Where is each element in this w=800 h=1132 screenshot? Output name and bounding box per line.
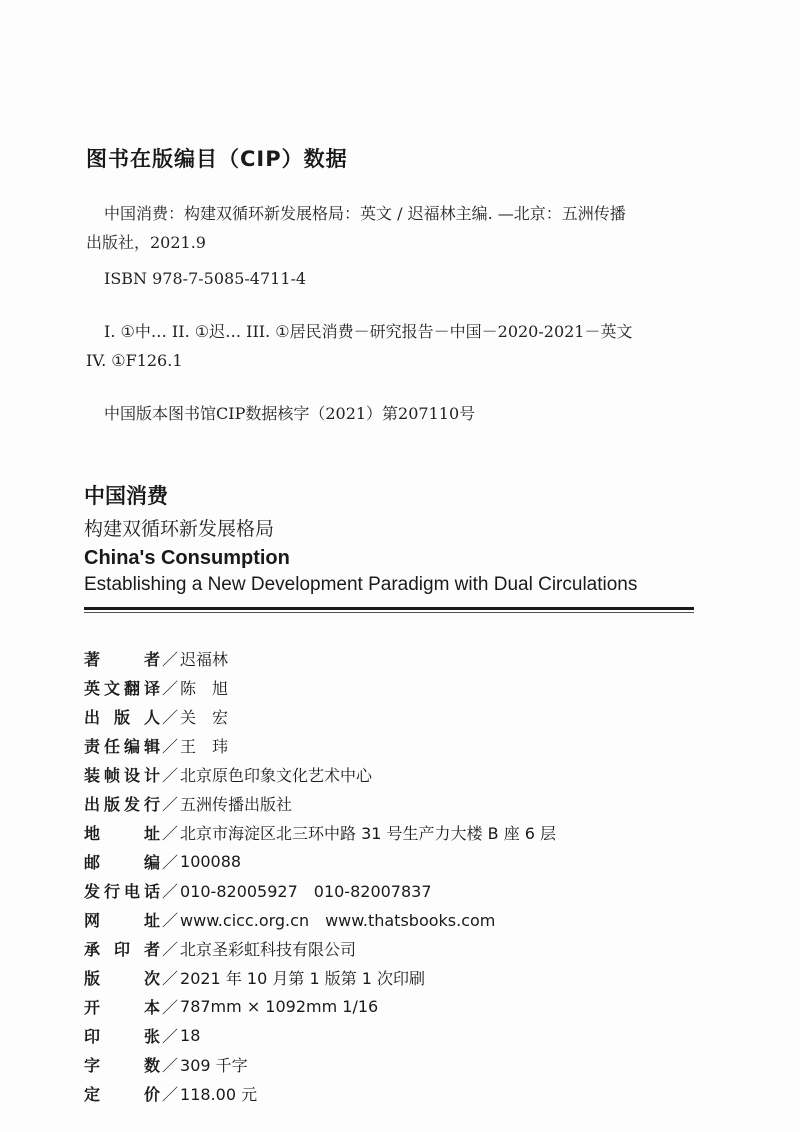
- credit-separator: ／: [162, 882, 179, 901]
- credit-separator: ／: [162, 1085, 179, 1104]
- divider-thick: [84, 607, 694, 610]
- credit-row: [84, 934, 556, 963]
- divider-thin: [84, 612, 694, 613]
- credit-value: 18: [180, 1026, 201, 1045]
- credit-separator: ／: [162, 766, 179, 785]
- credit-value: 五洲传播出版社: [180, 795, 293, 814]
- credit-separator: ／: [162, 998, 179, 1017]
- credit-separator: ／: [162, 679, 179, 698]
- credit-value: 北京圣彩虹科技有限公司: [180, 940, 357, 959]
- credit-separator: ／: [162, 650, 179, 669]
- credit-value: 北京原色印象文化艺术中心: [180, 766, 373, 785]
- credit-label: 网 址: [84, 911, 160, 930]
- credit-row: [84, 1021, 556, 1050]
- credit-row: [84, 702, 556, 731]
- book-subtitle-english: Establishing a New Development Paradigm with Dual Circulations: [84, 574, 638, 595]
- credit-row: [84, 673, 556, 702]
- credit-separator: ／: [162, 1027, 179, 1046]
- isbn: ISBN 978-7-5085-4711-4: [104, 269, 307, 288]
- classification-line-2: IV. ①F126.1: [86, 351, 183, 370]
- credit-row: [84, 644, 556, 673]
- credit-row: [84, 876, 556, 905]
- credit-label: 发 行 电 话: [84, 882, 160, 901]
- credit-row: [84, 847, 556, 876]
- credit-separator: ／: [162, 737, 179, 756]
- credit-row: [84, 963, 556, 992]
- credit-value: 2021 年 10 月第 1 版第 1 次印刷: [180, 969, 426, 988]
- credit-label: 印 张: [84, 1027, 160, 1046]
- credit-value: 关 宏: [180, 708, 229, 727]
- credit-row: [84, 818, 556, 847]
- credit-row: [84, 992, 556, 1021]
- credit-label: 开 本: [84, 998, 160, 1017]
- credit-separator: ／: [162, 940, 179, 959]
- credit-label: 版 次: [84, 969, 160, 988]
- book-title-english: China's Consumption: [84, 547, 290, 569]
- credit-value: 陈 旭: [180, 679, 229, 698]
- book-title-chinese: 中国消费: [84, 484, 168, 508]
- credit-row: [84, 1050, 556, 1079]
- credit-value: 100088: [180, 852, 242, 871]
- credit-row: [84, 731, 556, 760]
- credit-value: 北京市海淀区北三环中路 31 号生产力大楼 B 座 6 层: [180, 824, 557, 843]
- credit-label: 地 址: [84, 824, 160, 843]
- credit-label: 装 帧 设 计: [84, 766, 160, 785]
- credit-value: 王 玮: [180, 737, 229, 756]
- credit-row: [84, 760, 556, 789]
- cip-heading: 图书在版编目（CIP）数据: [86, 147, 348, 171]
- credit-label: 邮 编: [84, 853, 160, 872]
- credit-value: 787mm × 1092mm 1/16: [180, 997, 379, 1016]
- classification-line-1: I. ①中… II. ①迟… III. ①居民消费－研究报告－中国－2020-2021－英文: [104, 322, 633, 341]
- credit-separator: ／: [162, 853, 179, 872]
- credit-row: [84, 1079, 556, 1108]
- credit-separator: ／: [162, 708, 179, 727]
- credit-label: 字 数: [84, 1056, 160, 1075]
- credit-label: 英 文 翻 译: [84, 679, 160, 698]
- credit-row: [84, 905, 556, 934]
- credit-label: 责 任 编 辑: [84, 737, 160, 756]
- book-subtitle-chinese: 构建双循环新发展格局: [84, 518, 275, 540]
- cip-entry-line-1: 中国消费：构建双循环新发展格局：英文 / 迟福林主编. —北京：五洲传播: [104, 204, 626, 223]
- credit-value: 309 千字: [180, 1056, 248, 1075]
- credits-list: [84, 644, 556, 1108]
- cip-entry-line-2: 出版社，2021.9: [86, 233, 206, 252]
- credit-row: [84, 789, 556, 818]
- credit-value: 118.00 元: [180, 1085, 258, 1104]
- credit-label: 出 版 发 行: [84, 795, 160, 814]
- credit-value: 迟福林: [180, 650, 229, 669]
- credit-label: 著 者: [84, 650, 160, 669]
- credit-value: www.cicc.org.cn www.thatsbooks.com: [180, 911, 496, 930]
- credit-separator: ／: [162, 911, 179, 930]
- credit-label: 出 版 人: [84, 708, 160, 727]
- credit-separator: ／: [162, 795, 179, 814]
- credit-separator: ／: [162, 969, 179, 988]
- credit-label: 定 价: [84, 1085, 160, 1104]
- cip-verification-number: 中国版本图书馆CIP数据核字（2021）第207110号: [104, 404, 476, 423]
- credit-label: 承 印 者: [84, 940, 160, 959]
- credit-separator: ／: [162, 1056, 179, 1075]
- credit-value: 010-82005927 010-82007837: [180, 882, 432, 901]
- credit-separator: ／: [162, 824, 179, 843]
